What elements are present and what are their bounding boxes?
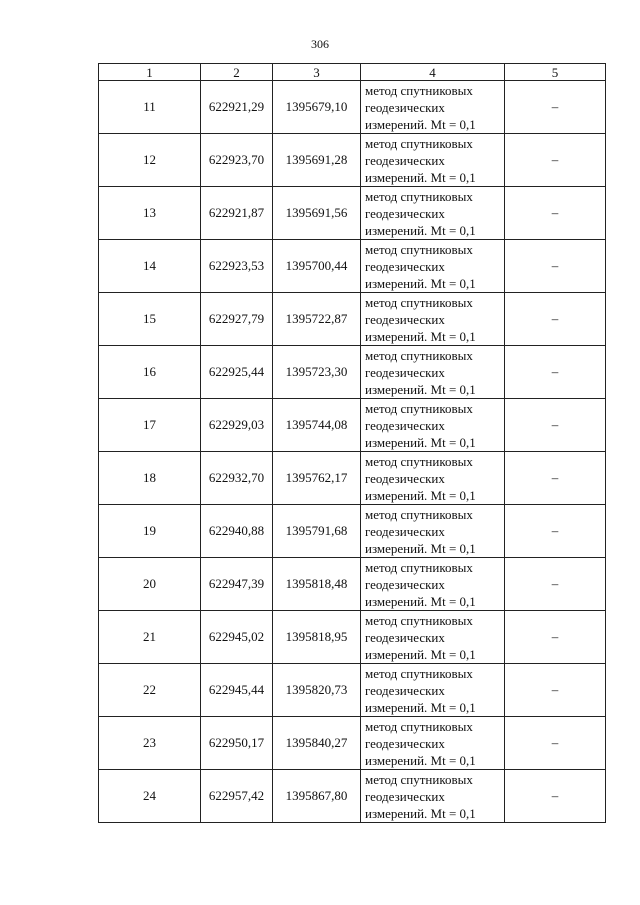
point-number-cell: 21 [99,611,201,664]
table-header-row [99,64,606,81]
y-coordinate-cell: 1395820,73 [273,664,361,717]
method-line: геодезических [365,523,445,539]
method-line: геодезических [365,152,445,168]
x-coordinate-cell: 622947,39 [201,558,273,611]
method-line: метод спутниковых [365,612,473,628]
point-number-cell: 11 [99,81,201,134]
method-line: геодезических [365,99,445,115]
note-cell: – [505,770,606,823]
method-line: геодезических [365,470,445,486]
method-line: метод спутниковых [365,400,473,416]
y-coordinate-cell: 1395691,28 [273,134,361,187]
x-coordinate-cell: 622921,87 [201,187,273,240]
x-coordinate-cell: 622923,53 [201,240,273,293]
y-coordinate-cell: 1395818,95 [273,611,361,664]
y-coordinate-cell: 1395840,27 [273,717,361,770]
column-header-4: 4 [361,64,505,81]
table-row [99,558,606,611]
point-number-cell: 22 [99,664,201,717]
point-number-cell: 12 [99,134,201,187]
point-number-cell: 19 [99,505,201,558]
method-line: измерений. Mt = 0,1 [365,275,476,291]
x-coordinate-cell: 622945,02 [201,611,273,664]
note-cell: – [505,717,606,770]
y-coordinate-cell: 1395700,44 [273,240,361,293]
column-header-1: 1 [99,64,201,81]
method-line: измерений. Mt = 0,1 [365,646,476,662]
y-coordinate-cell: 1395818,48 [273,558,361,611]
method-line: геодезических [365,735,445,751]
table-row [99,187,606,240]
method-line: метод спутниковых [365,718,473,734]
coordinates-table [98,63,606,823]
x-coordinate-cell: 622945,44 [201,664,273,717]
x-coordinate-cell: 622957,42 [201,770,273,823]
method-line: измерений. Mt = 0,1 [365,381,476,397]
table-row [99,664,606,717]
column-header-5: 5 [505,64,606,81]
method-line: измерений. Mt = 0,1 [365,699,476,715]
method-line: измерений. Mt = 0,1 [365,593,476,609]
method-line: геодезических [365,629,445,645]
method-line: измерений. Mt = 0,1 [365,487,476,503]
x-coordinate-cell: 622950,17 [201,717,273,770]
method-cell [361,81,505,134]
point-number-cell: 16 [99,346,201,399]
x-coordinate-cell: 622929,03 [201,399,273,452]
table-row [99,717,606,770]
method-line: измерений. Mt = 0,1 [365,328,476,344]
method-cell [361,611,505,664]
note-cell: – [505,611,606,664]
method-line: метод спутниковых [365,453,473,469]
table-row [99,770,606,823]
page-number: 306 [311,37,329,51]
note-cell: – [505,399,606,452]
method-line: измерений. Mt = 0,1 [365,222,476,238]
y-coordinate-cell: 1395679,10 [273,81,361,134]
table-row [99,240,606,293]
x-coordinate-cell: 622932,70 [201,452,273,505]
method-line: геодезических [365,788,445,804]
note-cell: – [505,293,606,346]
table-body [99,81,606,823]
table-row [99,505,606,558]
table-row [99,452,606,505]
x-coordinate-cell: 622923,70 [201,134,273,187]
point-number-cell: 17 [99,399,201,452]
method-line: измерений. Mt = 0,1 [365,752,476,768]
method-line: измерений. Mt = 0,1 [365,434,476,450]
table-row [99,81,606,134]
method-line: метод спутниковых [365,771,473,787]
method-cell [361,187,505,240]
method-line: геодезических [365,258,445,274]
y-coordinate-cell: 1395723,30 [273,346,361,399]
method-line: измерений. Mt = 0,1 [365,116,476,132]
method-cell [361,346,505,399]
method-line: геодезических [365,205,445,221]
method-line: метод спутниковых [365,559,473,575]
method-cell [361,399,505,452]
table-row [99,399,606,452]
note-cell: – [505,81,606,134]
method-line: измерений. Mt = 0,1 [365,169,476,185]
point-number-cell: 24 [99,770,201,823]
method-line: метод спутниковых [365,188,473,204]
point-number-cell: 13 [99,187,201,240]
method-line: измерений. Mt = 0,1 [365,540,476,556]
note-cell: – [505,664,606,717]
column-header-2: 2 [201,64,273,81]
method-line: геодезических [365,576,445,592]
method-cell [361,134,505,187]
method-line: метод спутниковых [365,294,473,310]
point-number-cell: 15 [99,293,201,346]
method-line: геодезических [365,311,445,327]
point-number-cell: 18 [99,452,201,505]
y-coordinate-cell: 1395791,68 [273,505,361,558]
note-cell: – [505,240,606,293]
point-number-cell: 14 [99,240,201,293]
column-header-3: 3 [273,64,361,81]
method-cell [361,664,505,717]
table-row [99,293,606,346]
point-number-cell: 20 [99,558,201,611]
note-cell: – [505,346,606,399]
table-row [99,611,606,664]
method-line: метод спутниковых [365,347,473,363]
table-row [99,134,606,187]
method-line: измерений. Mt = 0,1 [365,805,476,821]
x-coordinate-cell: 622921,29 [201,81,273,134]
x-coordinate-cell: 622927,79 [201,293,273,346]
method-line: геодезических [365,417,445,433]
method-line: метод спутниковых [365,135,473,151]
y-coordinate-cell: 1395867,80 [273,770,361,823]
method-line: метод спутниковых [365,506,473,522]
y-coordinate-cell: 1395762,17 [273,452,361,505]
y-coordinate-cell: 1395744,08 [273,399,361,452]
y-coordinate-cell: 1395722,87 [273,293,361,346]
note-cell: – [505,452,606,505]
method-cell [361,293,505,346]
method-line: геодезических [365,682,445,698]
method-cell [361,240,505,293]
method-cell [361,505,505,558]
note-cell: – [505,134,606,187]
table-row [99,346,606,399]
note-cell: – [505,505,606,558]
x-coordinate-cell: 622925,44 [201,346,273,399]
method-line: метод спутниковых [365,665,473,681]
method-cell [361,770,505,823]
y-coordinate-cell: 1395691,56 [273,187,361,240]
method-line: метод спутниковых [365,241,473,257]
point-number-cell: 23 [99,717,201,770]
method-line: геодезических [365,364,445,380]
method-cell [361,452,505,505]
method-cell [361,558,505,611]
method-cell [361,717,505,770]
method-line: метод спутниковых [365,82,473,98]
x-coordinate-cell: 622940,88 [201,505,273,558]
note-cell: – [505,187,606,240]
note-cell: – [505,558,606,611]
